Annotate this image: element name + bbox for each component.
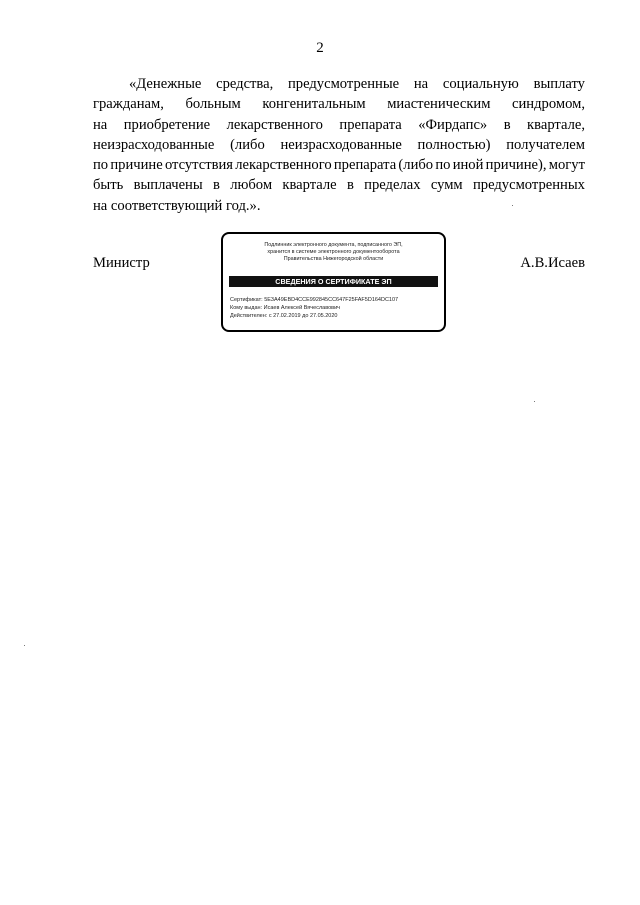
scan-speck — [512, 205, 513, 206]
stamp-issued-to: Кому выдан: Исаев Алексей Вячеславович — [230, 305, 341, 311]
word: лекарственного — [226, 116, 323, 133]
stamp-title: СВЕДЕНИЯ О СЕРТИФИКАТЕ ЭП — [229, 276, 438, 287]
word: выплачены — [133, 177, 203, 194]
word: приобретение — [123, 116, 211, 133]
word: могут — [548, 157, 585, 174]
signature-position: Министр — [93, 255, 150, 271]
word: лекарственного — [235, 157, 332, 174]
stamp-certificate: Сертификат: 5E3A49EBD4CCE992845CC647F25FAF5D164DC107 — [230, 297, 399, 303]
word: социальную — [442, 76, 519, 92]
word: миастеническим — [387, 96, 491, 113]
stamp-valid: Действителен: с 27.02.2019 до 27.05.2020 — [230, 313, 338, 319]
page-number: 2 — [316, 40, 324, 56]
word: в — [503, 116, 511, 133]
word: на — [413, 76, 429, 92]
word: больным — [185, 96, 241, 113]
signature-name: А.В.Исаев — [520, 255, 585, 271]
electronic-signature-stamp — [221, 232, 446, 332]
stamp-note-line: Правительства Нижегородской области — [283, 256, 384, 263]
paragraph-line — [93, 175, 585, 195]
paragraph-line — [93, 135, 585, 155]
word: по — [435, 157, 451, 174]
word: выплату — [533, 76, 585, 92]
word: любом — [230, 177, 273, 194]
word: быть — [93, 177, 124, 194]
word: препарата — [339, 116, 402, 133]
word: в — [212, 177, 220, 194]
word: квартале, — [527, 116, 585, 133]
stamp-note — [223, 242, 444, 264]
word: предусмотренных — [472, 177, 585, 194]
paragraph-line: на соответствующий год.». — [93, 197, 261, 214]
body-paragraph — [93, 74, 585, 216]
scan-speck — [24, 645, 25, 646]
word: на — [93, 116, 108, 133]
word: сумм — [430, 177, 463, 194]
word: получателем — [506, 136, 585, 153]
word: (либо — [230, 136, 265, 153]
scan-speck — [534, 401, 535, 402]
word: конгенитальным — [262, 96, 366, 113]
word: «Фирдапс» — [418, 116, 488, 133]
word: (либо — [398, 157, 434, 174]
word: полностью) — [417, 136, 491, 153]
word: причине — [110, 157, 163, 174]
paragraph-line — [93, 155, 585, 175]
paragraph-line — [93, 115, 585, 135]
word: иной — [452, 157, 484, 174]
word: «Денежные — [129, 76, 202, 92]
word: неизрасходованные — [93, 136, 215, 153]
paragraph-line — [93, 94, 585, 114]
word: пределах — [364, 177, 421, 194]
word: препарата — [333, 157, 397, 174]
word: по — [93, 157, 109, 174]
word: отсутствия — [164, 157, 234, 174]
word: гражданам, — [93, 96, 164, 113]
word: в — [346, 177, 354, 194]
word: синдромом, — [512, 96, 585, 113]
word: причине), — [485, 157, 547, 174]
stamp-details — [230, 296, 435, 320]
stamp-note-line: хранится в системе электронного документооборота — [267, 249, 400, 256]
stamp-note-line: Подлинник электронного документа, подписанного ЭП, — [264, 242, 403, 248]
word: квартале — [282, 177, 337, 194]
word: средства, — [216, 76, 274, 92]
word: неизрасходованные — [280, 136, 402, 153]
word: предусмотренные — [287, 76, 400, 92]
paragraph-line — [93, 74, 585, 94]
